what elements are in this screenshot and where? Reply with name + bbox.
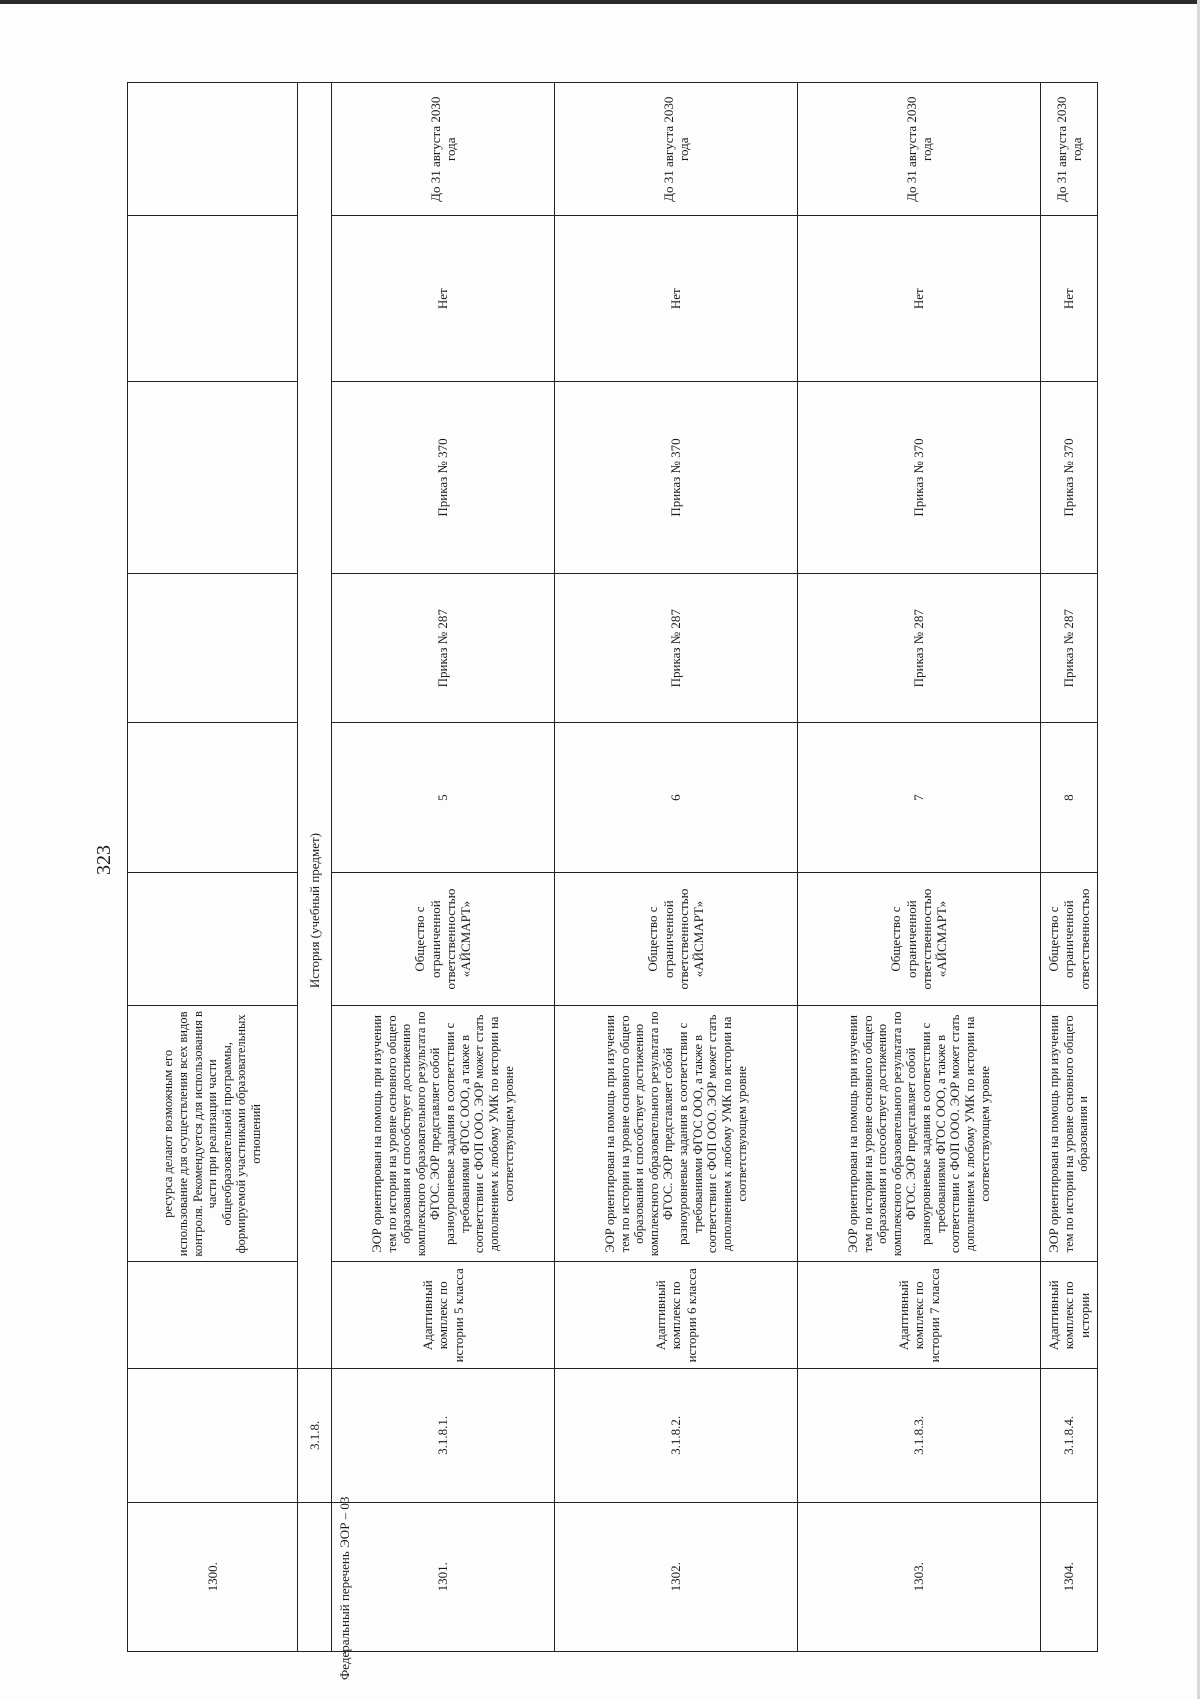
cell-flag	[128, 216, 298, 381]
cell-code: 3.1.8.3.	[798, 1369, 1041, 1502]
cell-row-number: 1304.	[1041, 1502, 1098, 1651]
cell-order-b	[128, 381, 298, 573]
cell-grade: 7	[798, 723, 1041, 872]
cell-name: Адаптивный комплекс по истории	[1041, 1262, 1098, 1369]
section-code: 3.1.8.	[298, 1369, 332, 1502]
cell-order-a: Приказ № 287	[332, 574, 555, 723]
cell-valid-until: До 31 августа 2030 года	[798, 83, 1041, 216]
cell-flag: Нет	[1041, 216, 1098, 381]
cell-order-b: Приказ № 370	[1041, 381, 1098, 573]
scan-top-edge	[0, 0, 1200, 4]
cell-organization: Общество с ограниченной ответственностью «АЙСМАРТ»	[332, 872, 555, 1005]
cell-description: ЭОР ориентирован на помощь при изучении тем по истории на уровне основного общего образования и способствует достижению комплексного образовательного результата по ФГОС. ЭОР представляет собой разноуровневые задания в соответствии с требованиями ФГОС ООО, а также в соответствии с ФОП ООО. ЭОР может стать дополнением к любому УМК по истории на соответствующем уровне	[555, 1006, 798, 1262]
cell-order-a: Приказ № 287	[1041, 574, 1098, 723]
cell-order-b: Приказ № 370	[332, 381, 555, 573]
section-row	[298, 83, 332, 1652]
cell-name	[128, 1262, 298, 1369]
cell-name: Адаптивный комплекс по истории 7 класса	[798, 1262, 1041, 1369]
cell-code	[128, 1369, 298, 1502]
cell-name: Адаптивный комплекс по истории 5 класса	[332, 1262, 555, 1369]
table-row	[555, 83, 798, 1652]
cell-grade: 6	[555, 723, 798, 872]
eor-registry-table	[127, 82, 1098, 1652]
cell-organization	[128, 872, 298, 1005]
section-title: История (учебный предмет)	[298, 83, 332, 1369]
rotated-table-container	[127, 82, 1097, 1652]
cell-name: Адаптивный комплекс по истории 6 класса	[555, 1262, 798, 1369]
cell-organization: Общество с ограниченной ответственностью «АЙСМАРТ»	[798, 872, 1041, 1005]
cell-order-b: Приказ № 370	[798, 381, 1041, 573]
cell-organization: Общество с ограниченной ответственностью «АЙСМАРТ»	[555, 872, 798, 1005]
table-row	[128, 83, 298, 1652]
cell-description: ресурса делают возможным его использование для осуществления всех видов контроля. Рекомендуется для использования в части при реализации части общеобразовательной программы, формируемой участниками образовательных отношений	[128, 1006, 298, 1262]
cell-order-b: Приказ № 370	[555, 381, 798, 573]
cell-grade	[128, 723, 298, 872]
cell-valid-until	[128, 83, 298, 216]
cell-flag: Нет	[555, 216, 798, 381]
cell-organization: Общество с ограниченной ответственностью	[1041, 872, 1098, 1005]
cell-order-a: Приказ № 287	[798, 574, 1041, 723]
cell-code: 3.1.8.2.	[555, 1369, 798, 1502]
cell-grade: 8	[1041, 723, 1098, 872]
cell-valid-until: До 31 августа 2030 года	[332, 83, 555, 216]
table-row	[332, 83, 555, 1652]
page-footer: Федеральный перечень ЭОР – 03	[337, 1496, 352, 1680]
cell-row-number: 1301.	[332, 1502, 555, 1651]
table-row	[1041, 83, 1098, 1652]
cell-description: ЭОР ориентирован на помощь при изучении тем по истории на уровне основного общего образования и	[1041, 1006, 1098, 1262]
cell-order-a	[128, 574, 298, 723]
cell-row-number: 1303.	[798, 1502, 1041, 1651]
table-row	[798, 83, 1041, 1652]
cell-row-number: 1302.	[555, 1502, 798, 1651]
cell-flag: Нет	[332, 216, 555, 381]
cell-code: 3.1.8.4.	[1041, 1369, 1098, 1502]
cell-order-a: Приказ № 287	[555, 574, 798, 723]
cell-description: ЭОР ориентирован на помощь при изучении тем по истории на уровне основного общего образования и способствует достижению комплексного образовательного результата по ФГОС. ЭОР представляет собой разноуровневые задания в соответствии с требованиями ФГОС ООО, а также в соответствии с ФОП ООО. ЭОР может стать дополнением к любому УМК по истории на соответствующем уровне	[798, 1006, 1041, 1262]
cell-valid-until: До 31 августа 2030 года	[1041, 83, 1098, 216]
cell-row-number: 1300.	[128, 1502, 298, 1651]
cell-valid-until: До 31 августа 2030 года	[555, 83, 798, 216]
page-number: 323	[93, 845, 115, 875]
cell-code: 3.1.8.1.	[332, 1369, 555, 1502]
cell-grade: 5	[332, 723, 555, 872]
cell-flag: Нет	[798, 216, 1041, 381]
cell-row-number	[298, 1502, 332, 1651]
cell-description: ЭОР ориентирован на помощь при изучении тем по истории на уровне основного общего образования и способствует достижению комплексного образовательного результата по ФГОС. ЭОР представляет собой разноуровневые задания в соответствии с требованиями ФГОС ООО, а также в соответствии с ФОП ООО. ЭОР может стать дополнением к любому УМК по истории на соответствующем уровне	[332, 1006, 555, 1262]
